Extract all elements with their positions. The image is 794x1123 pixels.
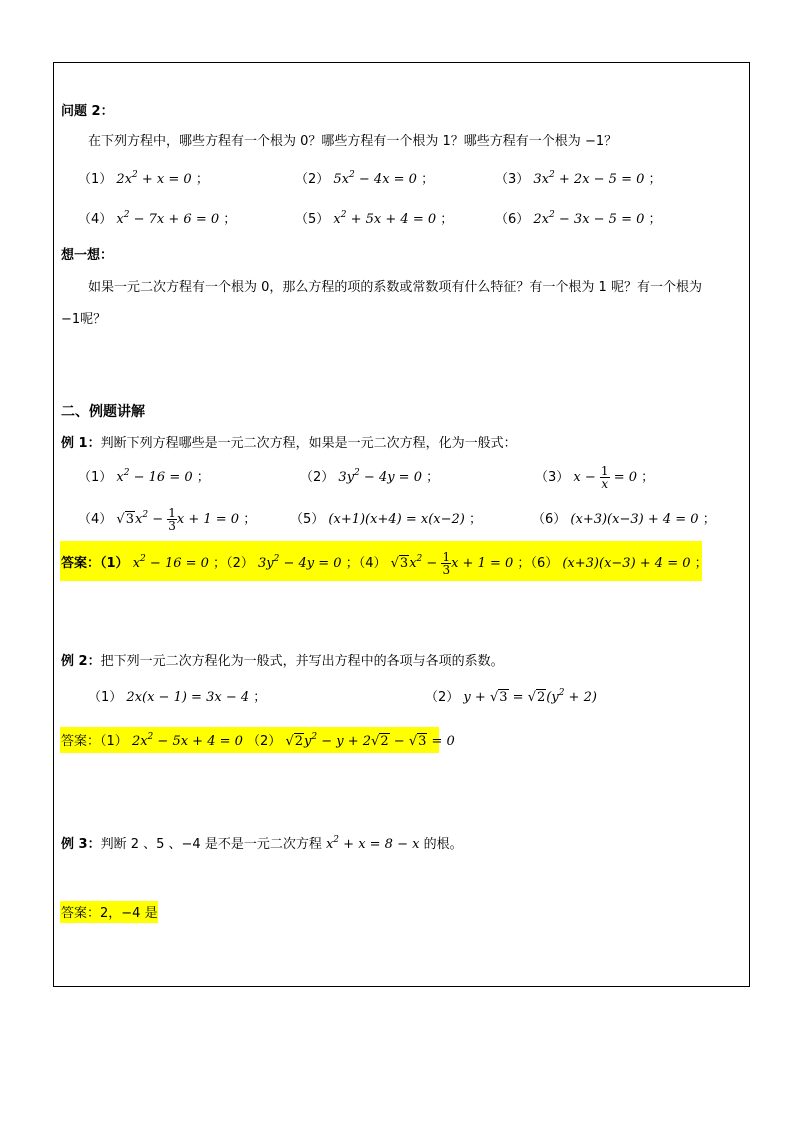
ex2-answer: 答案：（1） $2x^2 - 5x + 4 = 0$ （2） $√2y^2 - y + 2√2 - √3 = 0$ — [60, 727, 439, 753]
section-title: 二、例题讲解 — [61, 404, 145, 420]
ex1-header: 例 1：判断下列方程哪些是一元二次方程，如果是一元二次方程，化为一般式： — [61, 436, 517, 451]
q2-item-6: （6） $2x^2 - 3x - 5 = 0$ ； — [495, 210, 662, 227]
q2-title: 问题 2： — [61, 104, 114, 119]
ex1-item-4: （4） $√3x^2$ − $\frac{1}{3}$ x + 1 = 0 ； — [78, 506, 257, 533]
ex1-item-3: （3） x − $\frac{1}{x}$ = 0 ； — [535, 464, 655, 491]
q2-item-4: （4） $x^2 - 7x + 6 = 0$ ； — [78, 210, 237, 227]
ex2-header: 例 2：把下列一元二次方程化为一般式，并写出方程中的各项与各项的系数。 — [61, 654, 504, 669]
ex1-item-5: （5） (x+1)(x+4) = x(x−2) ； — [290, 512, 482, 527]
think-line-1: 如果一元二次方程有一个根为 0，那么方程的项的系数或常数项有什么特征？有一个根为 1 呢？有一个根为 — [88, 280, 702, 295]
ex2-item-2: （2） $y + √3 = √2(y^2 + 2)$ — [425, 688, 597, 705]
ex1-item-1: （1） $x^2 - 16 = 0$ ； — [78, 468, 210, 485]
ex2-item-1: （1） 2x(x − 1) = 3x − 4 ； — [88, 690, 267, 705]
ex3-answer: 答案：2，−4 是 — [60, 901, 158, 923]
q2-prompt: 在下列方程中，哪些方程有一个根为 0？哪些方程有一个根为 1？哪些方程有一个根为 −1？ — [88, 134, 618, 149]
ex1-answer: 答案：（1） $x^2 - 16 = 0$ ；（2） $3y^2 - 4y = 0$ ；（4） $√3x^2$ − $\frac{1}{3}$ x + 1 = 0 ；（6） (x+3)(x−3) + 4 = 0 ； — [60, 541, 702, 581]
think-title: 想一想： — [61, 248, 114, 263]
think-line-2: −1呢？ — [61, 312, 107, 327]
q2-item-2: （2） $5x^2 - 4x = 0$ ； — [295, 170, 435, 187]
q2-item-1: （1） $2x^2 + x = 0$ ； — [78, 170, 209, 187]
q2-item-3: （3） $3x^2 + 2x - 5 = 0$ ； — [495, 170, 662, 187]
ex3-header: 例 3：判断 2 、5 、−4 是不是一元二次方程 $x^2 + x = 8 - x$ 的根。 — [61, 835, 463, 852]
ex1-item-6: （6） (x+3)(x−3) + 4 = 0 ； — [532, 512, 716, 527]
ex1-item-2: （2） $3y^2 - 4y = 0$ ； — [300, 468, 440, 485]
q2-item-5: （5） $x^2 + 5x + 4 = 0$ ； — [295, 210, 454, 227]
